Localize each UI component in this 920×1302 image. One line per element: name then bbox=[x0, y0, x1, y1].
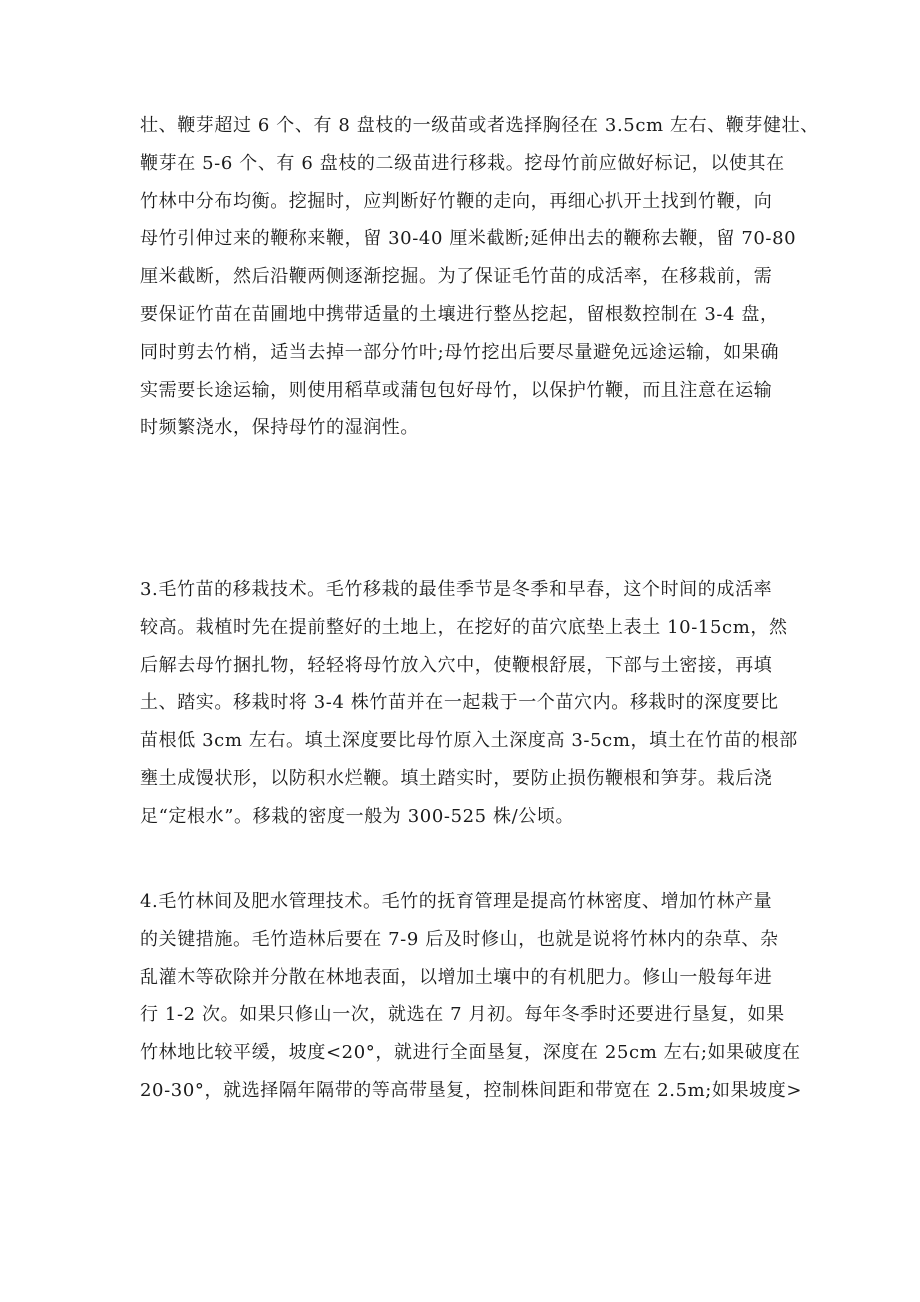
text-line: 足“定根水”。移栽的密度一般为 300-525 株/公顷。 bbox=[140, 805, 575, 827]
text-line: 土、踏实。移栽时将 3-4 株竹苗并在一起栽于一个苗穴内。移栽时的深度要比 bbox=[140, 692, 779, 714]
paragraph-bamboo-digging bbox=[140, 107, 819, 447]
text-line: 厘米截断，然后沿鞭两侧逐渐挖掘。为了保证毛竹苗的成活率，在移栽前，需 bbox=[140, 266, 773, 288]
text-line: 母竹引伸过来的鞭称来鞭，留 30-40 厘米截断;延伸出去的鞭称去鞭，留 70-80 bbox=[140, 228, 797, 250]
text-line: 同时剪去竹梢，适当去掉一部分竹叶;母竹挖出后要尽量避免远途运输，如果确 bbox=[140, 341, 780, 363]
text-line: 20-30°，就选择隔年隔带的等高带垦复，控制株间距和带宽在 2.5m;如果坡度> bbox=[140, 1079, 803, 1101]
text-line: 苗根低 3cm 左右。填土深度要比母竹原入土深度高 3-5cm，填土在竹苗的根部 bbox=[140, 730, 798, 752]
text-line: 壅土成馒状形，以防积水烂鞭。填土踏实时，要防止损伤鞭根和笋芽。栽后浇 bbox=[140, 767, 773, 789]
text-line: 乱灌木等砍除并分散在林地表面，以增加土壤中的有机肥力。修山一般每年进 bbox=[140, 966, 773, 988]
text-line: 鞭芽在 5-6 个、有 6 盘枝的二级苗进行移栽。挖母竹前应做好标记，以使其在 bbox=[140, 152, 785, 174]
text-line: 较高。栽植时先在提前整好的土地上，在挖好的苗穴底垫上表土 10-15cm，然 bbox=[140, 616, 788, 638]
paragraph-transplant-technique bbox=[140, 571, 798, 836]
text-line: 的关键措施。毛竹造林后要在 7-9 后及时修山，也就是说将竹林内的杂草、杂 bbox=[140, 928, 779, 950]
text-line: 后解去母竹捆扎物，轻轻将母竹放入穴中，使鞭根舒展，下部与土密接，再填 bbox=[140, 654, 773, 676]
text-line: 4.毛竹林间及肥水管理技术。毛竹的抚育管理是提高竹林密度、增加竹林产量 bbox=[140, 891, 773, 912]
text-line: 竹林中分布均衡。挖掘时，应判断好竹鞭的走向，再细心扒开土找到竹鞭，向 bbox=[140, 190, 773, 212]
text-line: 3.毛竹苗的移栽技术。毛竹移栽的最佳季节是冬季和早春，这个时间的成活率 bbox=[140, 579, 773, 600]
text-line: 要保证竹苗在苗圃地中携带适量的土壤进行整丛挖起，留根数控制在 3-4 盘， bbox=[140, 303, 779, 325]
text-line: 壮、鞭芽超过 6 个、有 8 盘枝的一级苗或者选择胸径在 3.5cm 左右、鞭芽健壮、 bbox=[140, 115, 819, 136]
text-line: 时频繁浇水，保持母竹的湿润性。 bbox=[140, 417, 419, 439]
text-line: 实需要长途运输，则使用稻草或蒲包包好母竹，以保护竹鞭，而且注意在运输 bbox=[140, 379, 773, 401]
text-line: 竹林地比较平缓，坡度<20°，就进行全面垦复，深度在 25cm 左右;如果破度在 bbox=[140, 1042, 801, 1064]
paragraph-forest-management bbox=[140, 883, 803, 1110]
text-line: 行 1-2 次。如果只修山一次，就选在 7 月初。每年冬季时还要进行垦复，如果 bbox=[140, 1004, 785, 1026]
